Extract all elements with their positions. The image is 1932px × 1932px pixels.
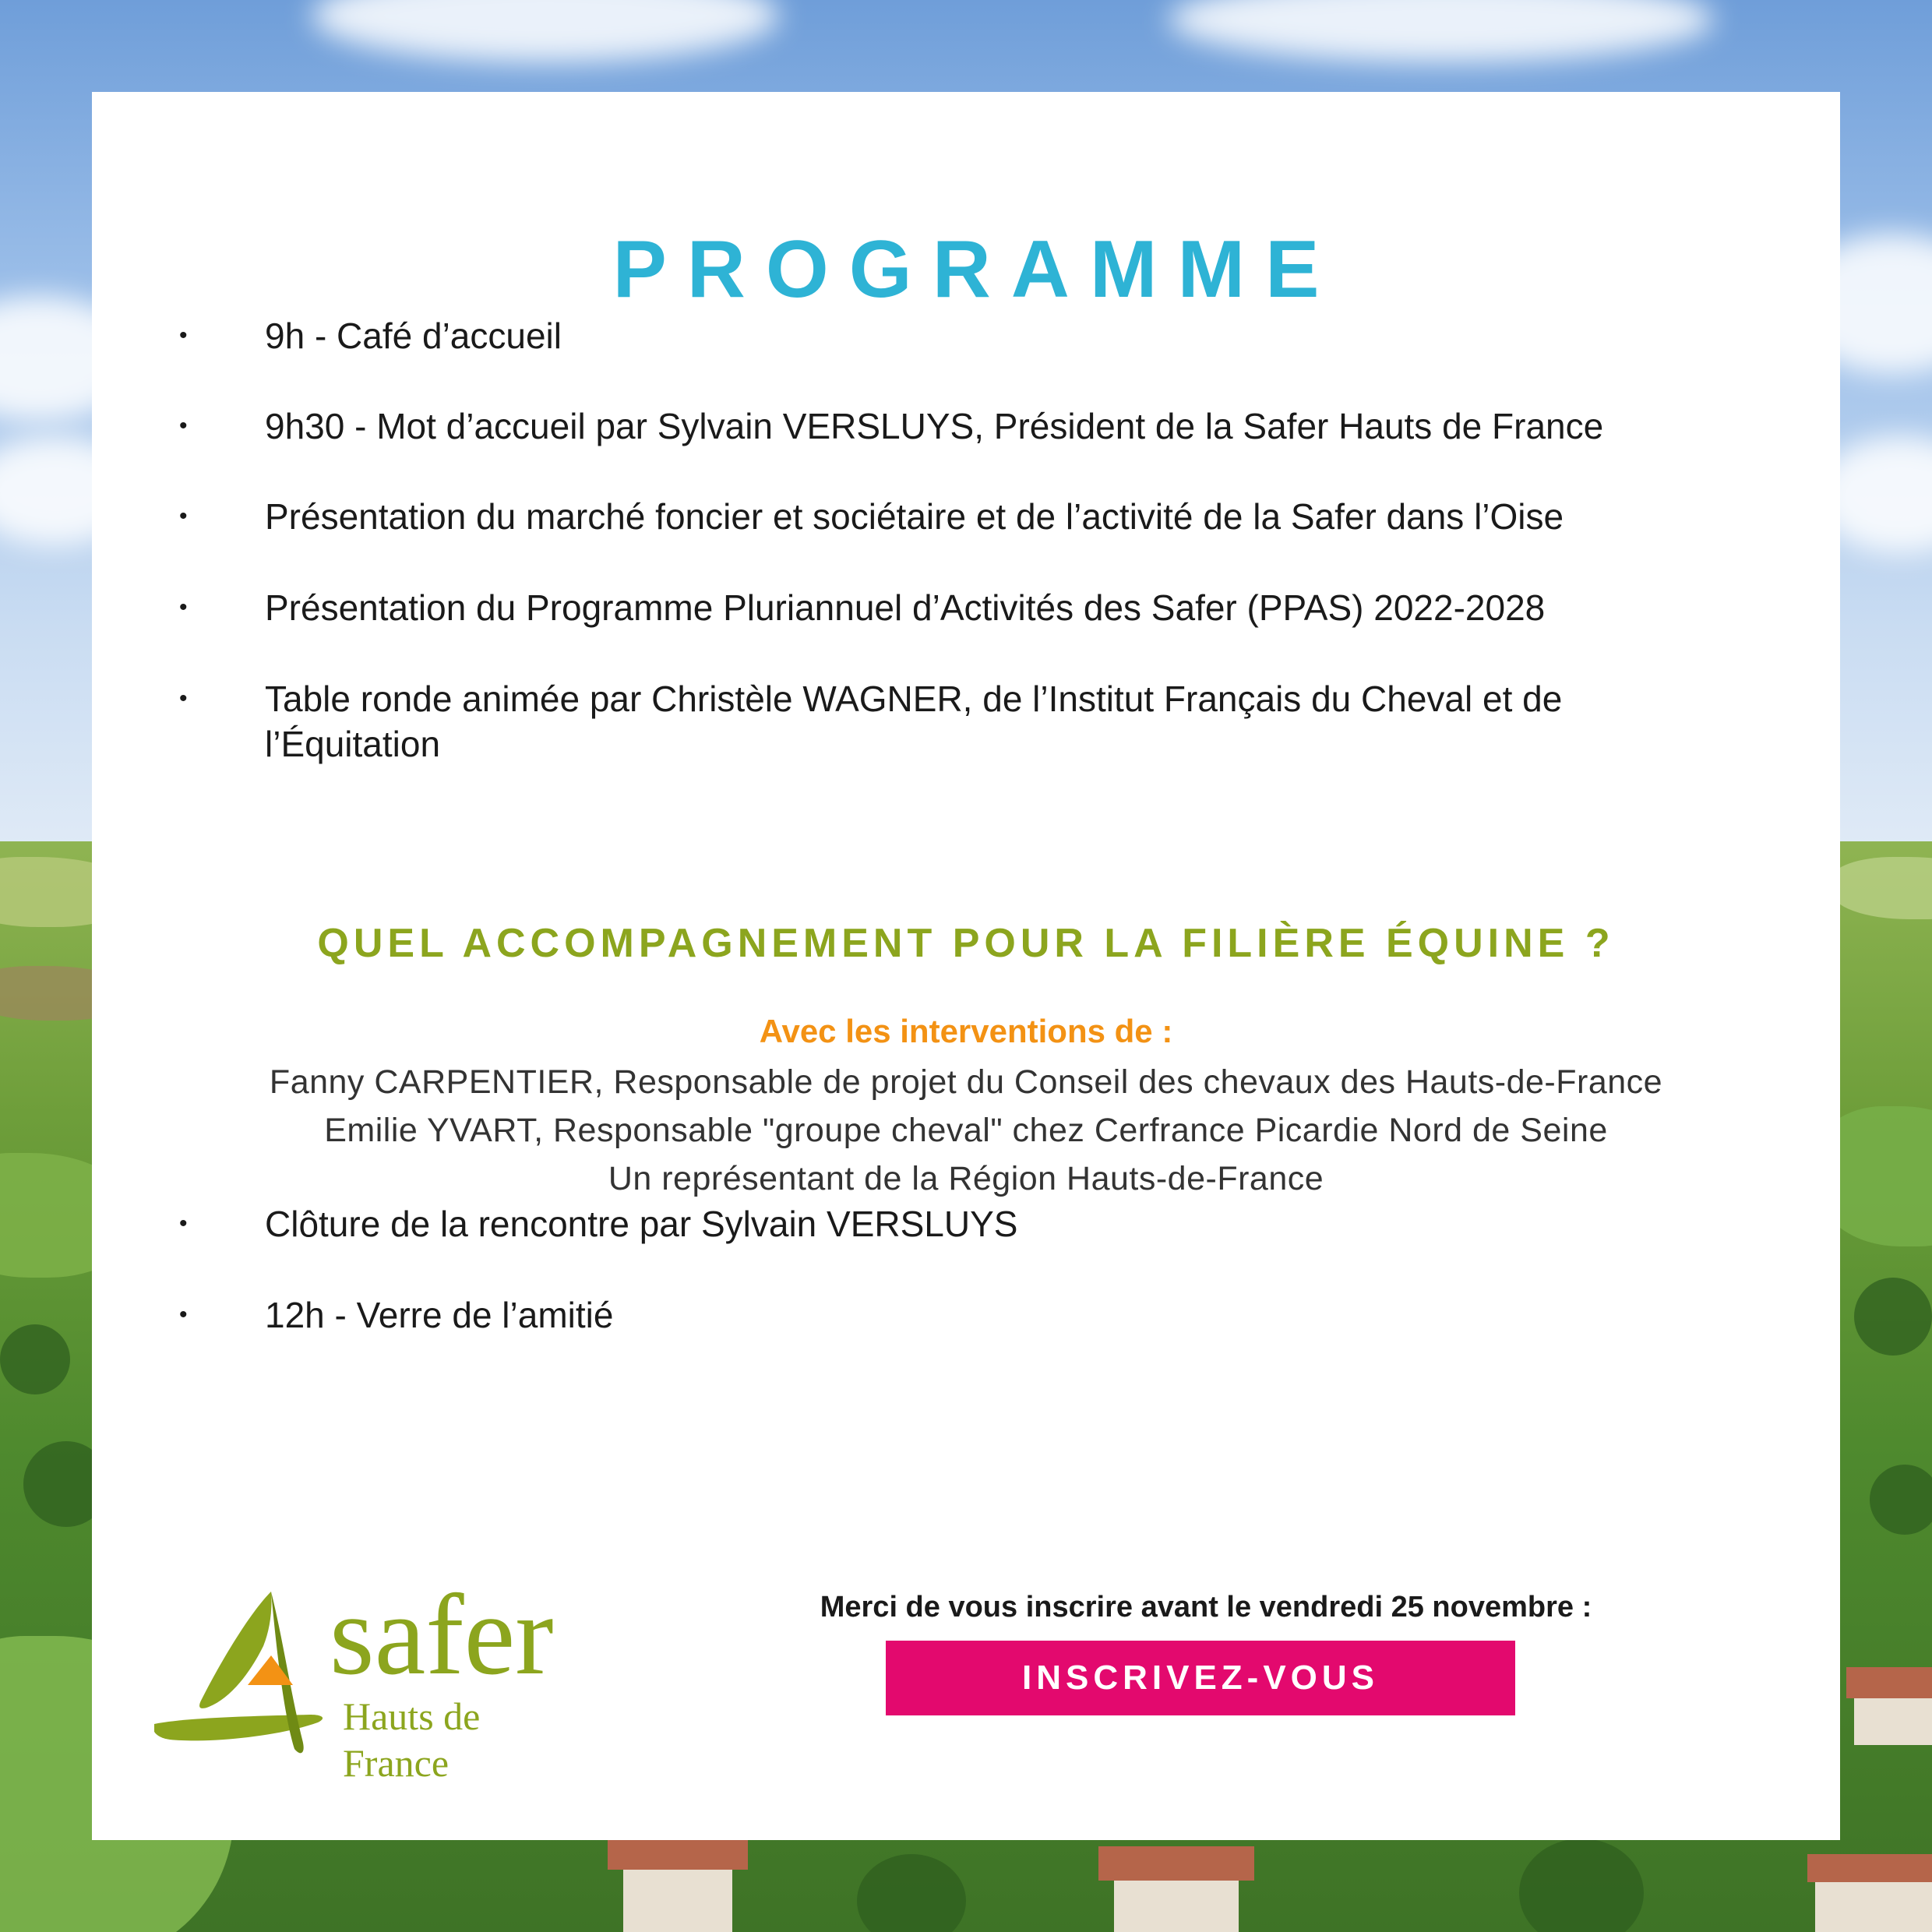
page-title: PROGRAMME [612, 224, 1340, 315]
bullet-icon: • [179, 594, 188, 620]
agenda-item-text: 9h30 - Mot d’accueil par Sylvain VERSLUYS, Président de la Safer Hauts de France [265, 406, 1604, 446]
register-button[interactable]: INSCRIVEZ-VOUS [886, 1641, 1515, 1715]
tree [1854, 1278, 1932, 1356]
programme-card [92, 92, 1840, 1840]
safer-triangle-logo-icon [154, 1584, 341, 1763]
logo-wordmark: safer [330, 1571, 554, 1699]
tree [0, 1324, 70, 1394]
logo-subtitle: Hauts de France [343, 1694, 481, 1785]
agenda-item-text: 12h - Verre de l’amitié [265, 1295, 614, 1335]
bullet-icon: • [179, 1211, 188, 1236]
speakers-list [92, 1058, 1840, 1203]
bullet-icon: • [179, 323, 188, 348]
speakers-label: Avec les interventions de : [759, 1013, 1173, 1049]
roof [1098, 1846, 1254, 1881]
roof [1807, 1854, 1932, 1882]
speaker-line: Emilie YVART, Responsable "groupe cheval" chez Cerfrance Picardie Nord de Seine [324, 1112, 1608, 1149]
registration-deadline: Merci de vous inscrire avant le vendredi 25 novembre : [820, 1591, 1592, 1624]
agenda-item-text: Table ronde animée par Christèle WAGNER, de l’Institut Français du Cheval et de l’Équitation [265, 679, 1563, 764]
roof [1846, 1667, 1932, 1698]
house [1854, 1690, 1932, 1745]
agenda-item-text: 9h - Café d’accueil [265, 316, 562, 356]
agenda-item-text: Clôture de la rencontre par Sylvain VERSLUYS [265, 1204, 1018, 1244]
agenda-item-text: Présentation du Programme Pluriannuel d’Activités des Safer (PPAS) 2022-2028 [265, 587, 1546, 628]
speaker-line: Fanny CARPENTIER, Responsable de projet du Conseil des chevaux des Hauts-de-France [269, 1063, 1663, 1101]
roof [608, 1839, 748, 1870]
speaker-line: Un représentant de la Région Hauts-de-France [608, 1160, 1324, 1197]
bullet-icon: • [179, 503, 188, 529]
agenda-item-text: Présentation du marché foncier et sociétaire et de l’activité de la Safer dans l’Oise [265, 496, 1564, 537]
bullet-icon: • [179, 413, 188, 439]
roundtable-heading: QUEL ACCOMPAGNEMENT POUR LA FILIÈRE ÉQUINE ? [317, 921, 1615, 966]
safer-logo [154, 1571, 591, 1785]
bullet-icon: • [179, 1302, 188, 1327]
bullet-icon: • [179, 686, 188, 711]
tree [1870, 1465, 1932, 1535]
